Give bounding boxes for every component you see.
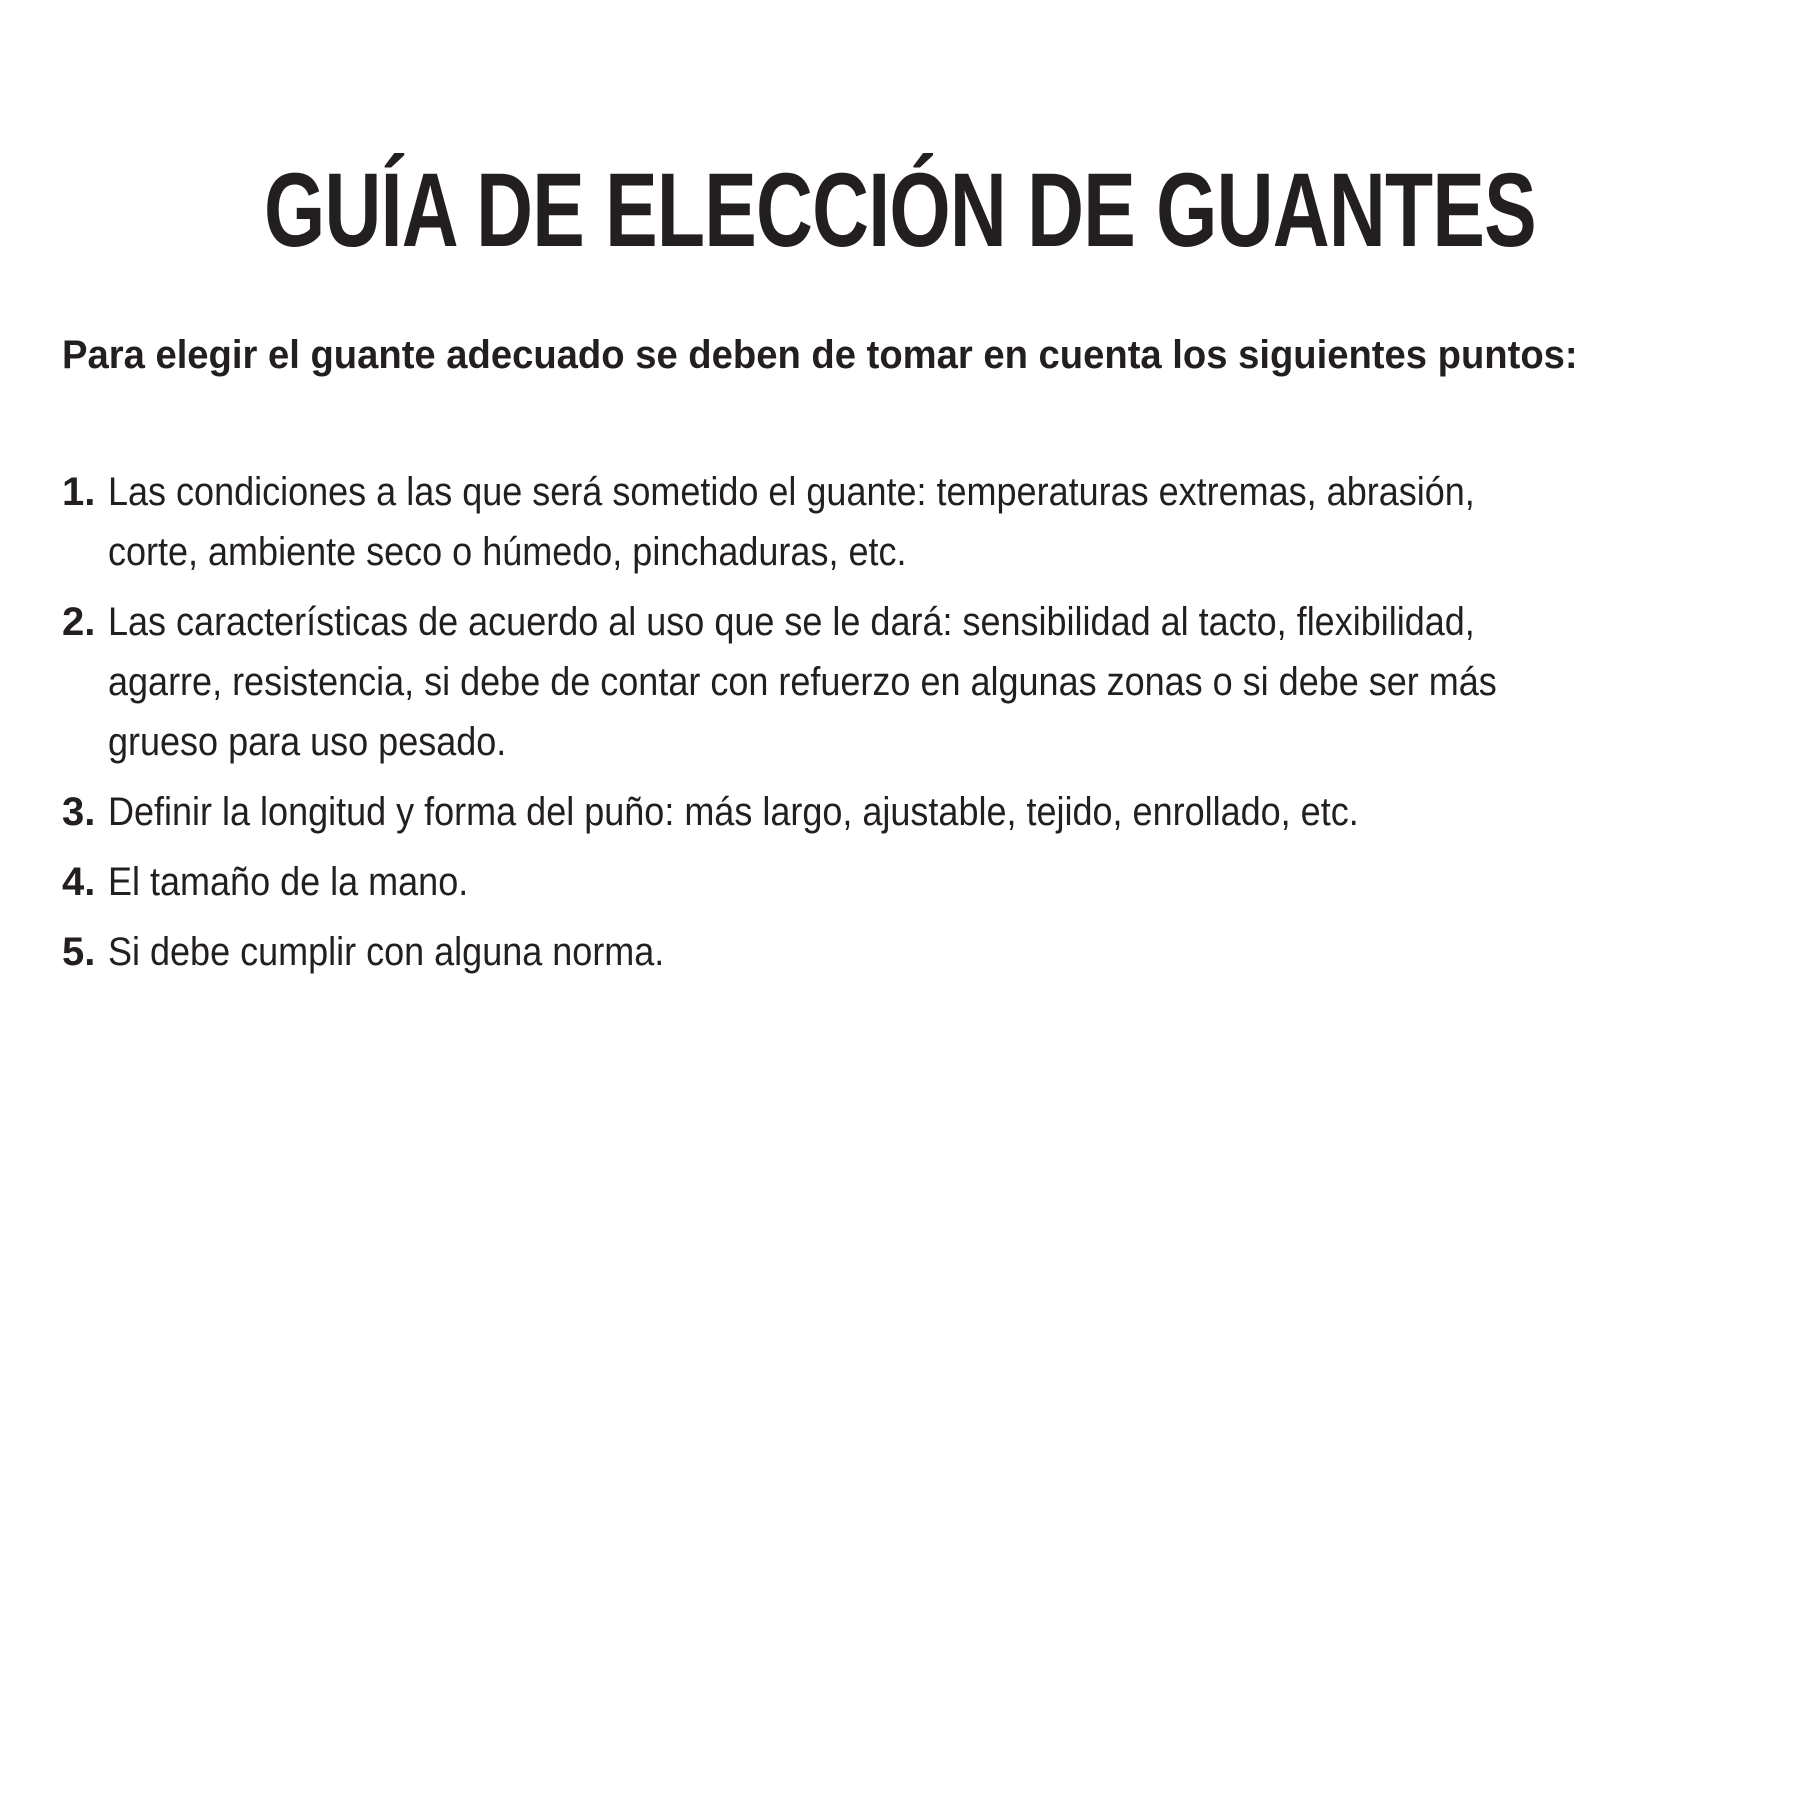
list-item-line: Si debe cumplir con alguna norma. (108, 930, 665, 974)
list-item-line: grueso para uso pesado. (108, 720, 507, 764)
list-item (62, 592, 1768, 772)
intro-text-content: Para elegir el guante adecuado se deben de tomar en cuenta los siguientes puntos: (62, 333, 1578, 377)
intro-text (62, 330, 1649, 380)
list-item-text (108, 462, 1768, 582)
list-item-line: El tamaño de la mano. (108, 860, 469, 904)
list-item-line: corte, ambiente seco o húmedo, pinchaduras, etc. (108, 530, 907, 574)
page-title-text: GUÍA DE ELECCIÓN DE GUANTES (264, 152, 1536, 269)
list-item-number: 5. (62, 930, 96, 974)
list-item-text (108, 782, 1768, 842)
list-item-line: Las características de acuerdo al uso que se le dará: sensibilidad al tacto, flexibilidad, (108, 600, 1475, 644)
page-title (0, 152, 1800, 269)
list-item (62, 922, 1768, 982)
list-item-line: Las condiciones a las que será sometido el guante: temperaturas extremas, abrasión, (108, 470, 1475, 514)
numbered-list (62, 462, 1768, 992)
list-item-number: 2. (62, 600, 96, 644)
list-item-text (108, 592, 1768, 772)
list-item-line: Definir la longitud y forma del puño: más largo, ajustable, tejido, enrollado, etc. (108, 790, 1359, 834)
list-item-number: 3. (62, 790, 96, 834)
list-item-text (108, 922, 1768, 982)
list-item (62, 852, 1768, 912)
list-item-number: 4. (62, 860, 96, 904)
list-item (62, 782, 1768, 842)
list-item-number: 1. (62, 470, 96, 514)
list-item-text (108, 852, 1768, 912)
list-item-line: agarre, resistencia, si debe de contar con refuerzo en algunas zonas o si debe ser más (108, 660, 1497, 704)
list-item (62, 462, 1768, 582)
